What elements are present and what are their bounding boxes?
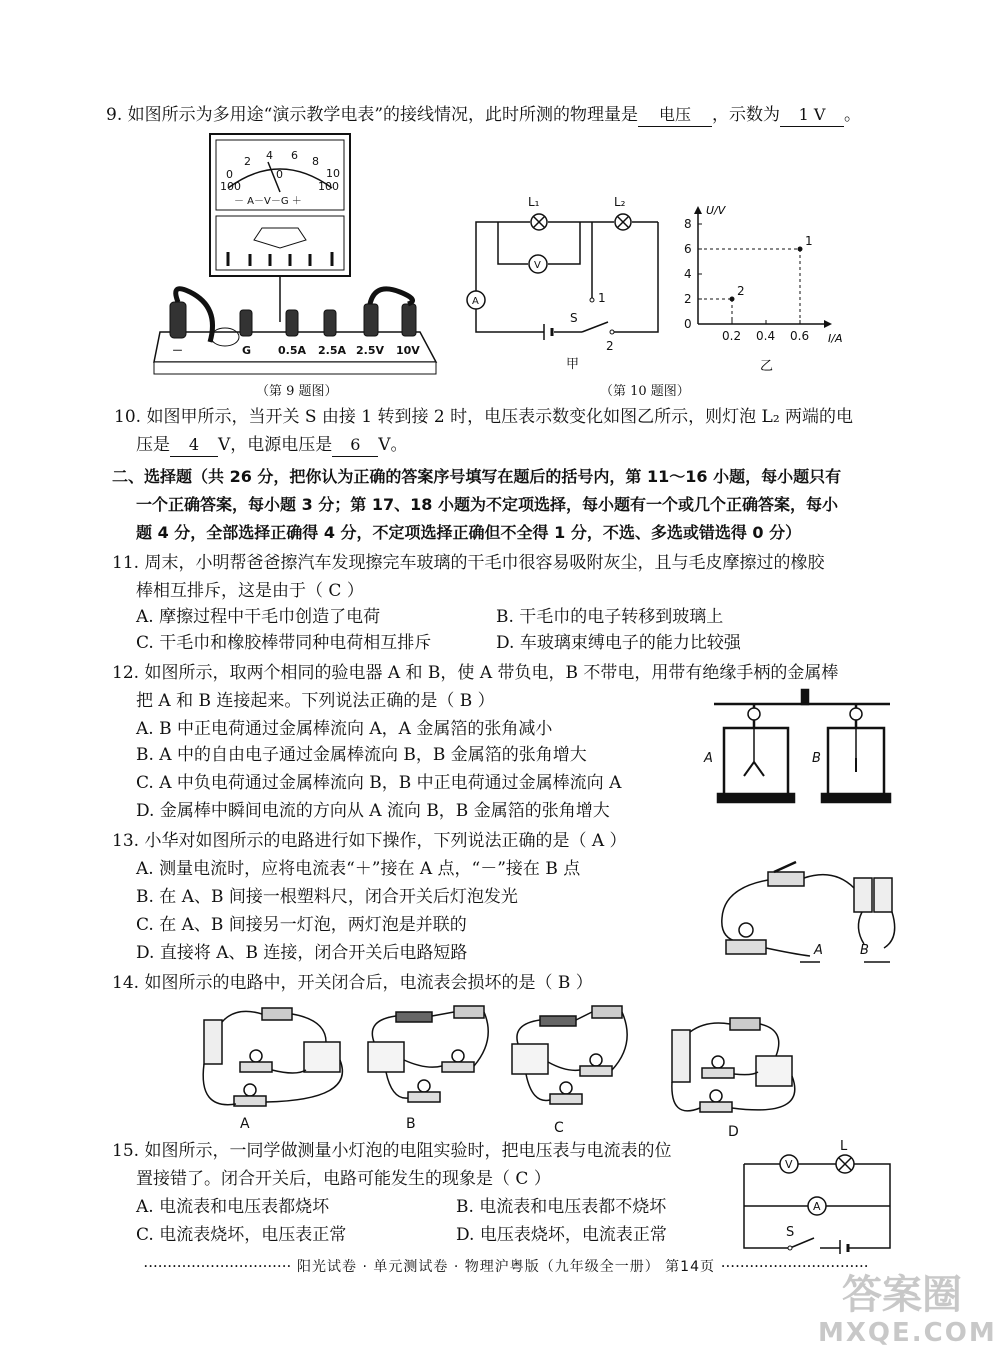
scale-label: 2 <box>244 155 251 168</box>
q13-circuit-figure <box>714 858 910 966</box>
q13-option-b: B. 在 A、B 间接一根塑料尺，闭合开关后灯泡发光 <box>136 887 518 907</box>
x-tick-label: 0.6 <box>790 329 810 343</box>
q10-caption: （第 10 题图） <box>600 384 690 399</box>
q10-line2: 压是 4 V，电源电压是 6 V。 <box>136 435 408 455</box>
q10-line1: 10. 如图甲所示，当开关 S 由接 1 转到接 2 时，电压表示数变化如图乙所示，则灯泡 L₂ 两端的电 <box>114 407 854 427</box>
y-tick-label: 0 <box>684 317 692 331</box>
fig-label-A: A <box>704 751 713 766</box>
scale-label: 0 <box>276 168 283 181</box>
terminal-label: G <box>242 344 252 357</box>
q12-option-a: A. B 中正电荷通过金属棒流向 A，A 金属箔的张角减小 <box>136 719 553 739</box>
q11-option-a: A. 摩擦过程中干毛巾创造了电荷 <box>136 607 381 627</box>
q13-option-d: D. 直接将 A、B 连接，闭合开关后电路短路 <box>136 943 468 963</box>
fig-label-L: L <box>840 1139 848 1154</box>
q11-option-c: C. 干毛巾和橡胶棒带同种电荷相互排斥 <box>136 633 432 653</box>
q12-option-b: B. A 中的自由电子通过金属棒流向 B，B 金属箔的张角增大 <box>136 745 587 765</box>
label-pos1: 1 <box>598 291 606 305</box>
option-label-D: D <box>728 1124 739 1140</box>
q11-line1: 11. 周末，小明帮爸爸擦汽车发现擦完车玻璃的干毛巾很容易吸附灰尘，且与毛皮摩擦过的橡胶 <box>112 553 825 573</box>
chart-xlabel: I/A <box>828 332 843 345</box>
option-label-B: B <box>406 1116 416 1132</box>
label-jia: 甲 <box>566 357 580 372</box>
terminal-label: － <box>172 344 183 357</box>
section2-line3: 题 4 分，全部选择正确得 4 分，不定项选择正确但不全得 1 分，不选、多选或错选得 0 分） <box>136 523 802 542</box>
y-tick-label: 2 <box>684 292 692 306</box>
fig-label-S: S <box>786 1225 795 1240</box>
q15-circuit-figure <box>736 1138 900 1254</box>
section2-line2: 一个正确答案，每小题 3 分；第 17、18 小题为不定项选择，每小题有一个或几个正确答案，每小 <box>136 495 838 514</box>
scale-label: 100 <box>220 180 241 193</box>
q10-answer-source: 6 <box>332 434 378 457</box>
fig-label-A: A <box>813 1200 821 1213</box>
q15-option-d: D. 电压表烧坏，电流表正常 <box>456 1225 667 1245</box>
page-footer: ······························· 阳光试卷 · 单元测试卷 · 物理沪粤版（九年级全一册） 第14页 ······························· <box>143 1257 869 1275</box>
fig-label-B: B <box>812 751 821 766</box>
option-label-C: C <box>554 1120 564 1136</box>
data-point <box>730 297 735 302</box>
q11-option-d: D. 车玻璃束缚电子的能力比较强 <box>496 633 741 653</box>
x-axis-arrow <box>824 320 832 328</box>
q13-line1: 13. 小华对如图所示的电路进行如下操作，下列说法正确的是（ A ） <box>112 831 627 851</box>
label-A: A <box>472 296 479 307</box>
q12-line2: 把 A 和 B 连接起来。下列说法正确的是（ B ） <box>136 691 495 711</box>
q15-option-b: B. 电流表和电压表都不烧坏 <box>456 1197 667 1217</box>
q10-circuit-figure <box>464 188 668 372</box>
section2-line1: 二、选择题（共 26 分，把你认为正确的答案序号填写在题后的括号内，第 11～16 小题，每小题只有 <box>112 467 842 486</box>
q9-meter-figure <box>150 132 440 380</box>
fig-label-V: V <box>785 1158 793 1171</box>
terminal-label: 0.5A <box>278 344 306 357</box>
scale-label: 10 <box>326 167 340 180</box>
q11-line2: 棒相互排斥，这是由于（ C ） <box>136 581 364 601</box>
q13-option-a: A. 测量电流时，应将电流表“＋”接在 A 点，“－”接在 B 点 <box>136 859 581 879</box>
q11-option-b: B. 干毛巾的电子转移到玻璃上 <box>496 607 724 627</box>
scale-label: 100 <box>318 180 339 193</box>
q15-option-a: A. 电流表和电压表都烧坏 <box>136 1197 330 1217</box>
q10-answer-L2: 4 <box>170 434 218 457</box>
x-tick-label: 0.4 <box>756 329 776 343</box>
q9-text: 9. 如图所示为多用途“演示教学电表”的接线情况，此时所测的物理量是 电压 ，示数为 1 V 。 <box>106 105 862 125</box>
label-pos2: 2 <box>606 339 614 353</box>
q10-chart <box>676 196 856 376</box>
label-yi: 乙 <box>760 359 774 374</box>
scale-label: 6 <box>291 149 298 162</box>
data-point-label: 1 <box>805 234 813 248</box>
q12-option-c: C. A 中负电荷通过金属棒流向 B，B 中正电荷通过金属棒流向 A <box>136 773 622 793</box>
q9-answer-reading: 1 V <box>780 104 844 127</box>
scale-label: 8 <box>312 155 319 168</box>
q15-line2: 置接错了。闭合开关后，电路可能发生的现象是（ C ） <box>136 1169 551 1189</box>
y-tick-label: 8 <box>684 217 692 231</box>
label-V: V <box>534 260 541 271</box>
data-point-label: 2 <box>737 284 745 298</box>
terminal-label: 10V <box>396 344 420 357</box>
y-tick-label: 4 <box>684 267 692 281</box>
q15-line1: 15. 如图所示，一同学做测量小灯泡的电阻实验时，把电压表与电流表的位 <box>112 1141 672 1161</box>
fig-label-A: A <box>814 943 823 958</box>
terminal-label: 2.5A <box>318 344 346 357</box>
q14-line1: 14. 如图所示的电路中，开关闭合后，电流表会损坏的是（ B ） <box>112 973 593 993</box>
data-point <box>798 247 803 252</box>
label-L1: L₁ <box>528 195 540 209</box>
x-tick-label: 0.2 <box>722 329 742 343</box>
scale-label: 4 <box>266 149 273 162</box>
watermark-logo: 答案圈 MXQE.COM <box>818 1272 997 1348</box>
q9-caption: （第 9 题图） <box>256 384 338 399</box>
meter-symbols: － A－V－G ＋ <box>234 196 302 207</box>
label-S: S <box>570 311 578 325</box>
fig-label-B: B <box>860 943 869 958</box>
q12-electroscopes-figure <box>700 688 900 806</box>
q15-option-c: C. 电流表烧坏，电压表正常 <box>136 1225 347 1245</box>
q12-line1: 12. 如图所示，取两个相同的验电器 A 和 B，使 A 带负电，B 不带电，用带有绝缘手柄的金属棒 <box>112 663 839 683</box>
label-L2: L₂ <box>614 195 626 209</box>
y-axis-arrow <box>694 206 702 214</box>
y-tick-label: 6 <box>684 242 692 256</box>
chart-ylabel: U/V <box>706 204 726 217</box>
terminal-label: 2.5V <box>356 344 384 357</box>
q13-option-c: C. 在 A、B 间接另一灯泡，两灯泡是并联的 <box>136 915 467 935</box>
scale-label: 0 <box>226 168 233 181</box>
q14-circuits-figure <box>196 1000 836 1140</box>
option-label-A: A <box>240 1116 250 1132</box>
q12-option-d: D. 金属棒中瞬间电流的方向从 A 流向 B，B 金属箔的张角增大 <box>136 801 610 821</box>
q9-answer-quantity: 电压 <box>638 104 712 127</box>
